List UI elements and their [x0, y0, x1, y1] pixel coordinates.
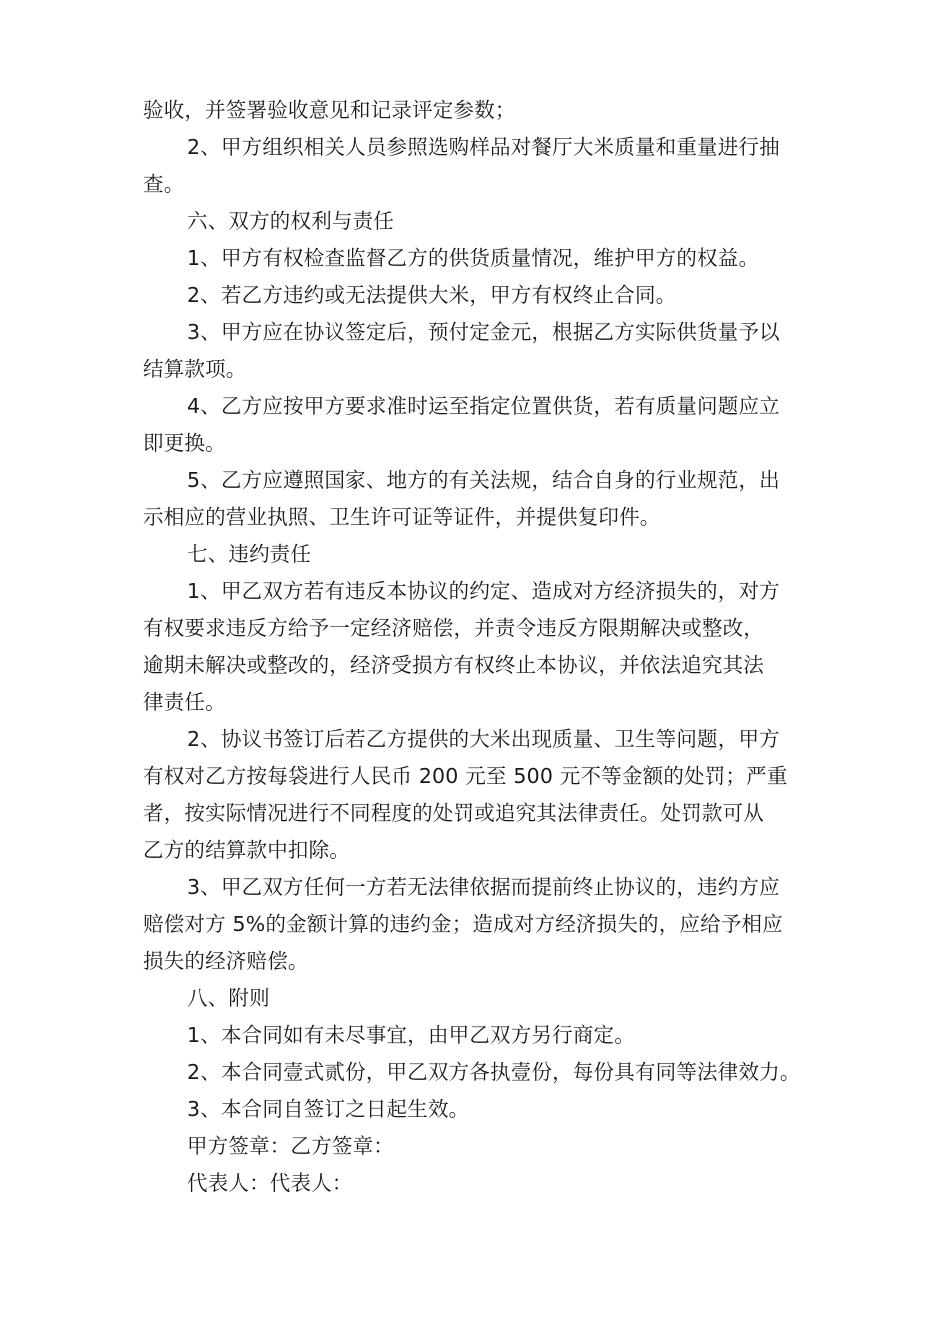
text-line: 验收，并签署验收意见和记录评定参数；	[143, 98, 516, 122]
text-line: 2、本合同壹式贰份，甲乙双方各执壹份，每份具有同等法律效力。	[187, 1060, 801, 1084]
text-line: 2、甲方组织相关人员参照选购样品对餐厅大米质量和重量进行抽	[187, 135, 780, 159]
text-line: 2、若乙方违约或无法提供大米，甲方有权终止合同。	[187, 283, 677, 307]
text-line: 查。	[143, 172, 185, 196]
text-line: 示相应的营业执照、卫生许可证等证件，并提供复印件。	[143, 505, 661, 529]
text-line: 即更换。	[143, 431, 226, 455]
section-heading: 七、违约责任	[187, 542, 312, 566]
section-heading: 八、附则	[187, 986, 270, 1010]
text-line: 3、甲方应在协议签定后，预付定金元，根据乙方实际供货量予以	[187, 320, 780, 344]
text-line: 逾期未解决或整改的，经济受损方有权终止本协议，并依法追究其法	[143, 653, 764, 677]
signature-line: 甲方签章：乙方签章：	[187, 1134, 394, 1158]
text-line: 1、本合同如有未尽事宜，由甲乙双方另行商定。	[187, 1023, 635, 1047]
section-heading: 六、双方的权利与责任	[187, 209, 394, 233]
text-line: 4、乙方应按甲方要求准时运至指定位置供货，若有质量问题应立	[187, 394, 780, 418]
text-line: 结算款项。	[143, 357, 247, 381]
text-line: 有权要求违反方给予一定经济赔偿，并责令违反方限期解决或整改，	[143, 616, 764, 640]
text-line: 者，按实际情况进行不同程度的处罚或追究其法律责任。处罚款可从	[143, 801, 764, 825]
text-line: 乙方的结算款中扣除。	[143, 838, 350, 862]
document-body	[143, 92, 815, 1202]
text-line: 3、本合同自签订之日起生效。	[187, 1097, 470, 1121]
text-line: 3、甲乙双方任何一方若无法律依据而提前终止协议的，违约方应	[187, 875, 780, 899]
text-line: 2、协议书签订后若乙方提供的大米出现质量、卫生等问题，甲方	[187, 727, 780, 751]
text-line: 赔偿对方 5%的金额计算的违约金；造成对方经济损失的，应给予相应	[143, 912, 783, 936]
representative-line: 代表人：代表人：	[187, 1171, 353, 1195]
text-line: 律责任。	[143, 690, 226, 714]
text-line: 5、乙方应遵照国家、地方的有关法规，结合自身的行业规范，出	[187, 468, 780, 492]
text-line: 损失的经济赔偿。	[143, 949, 309, 973]
text-line: 1、甲乙双方若有违反本协议的约定、造成对方经济损失的，对方	[187, 579, 780, 603]
text-line: 1、甲方有权检查监督乙方的供货质量情况，维护甲方的权益。	[187, 246, 760, 270]
text-line: 有权对乙方按每袋进行人民币 200 元至 500 元不等金额的处罚；严重	[143, 764, 788, 788]
